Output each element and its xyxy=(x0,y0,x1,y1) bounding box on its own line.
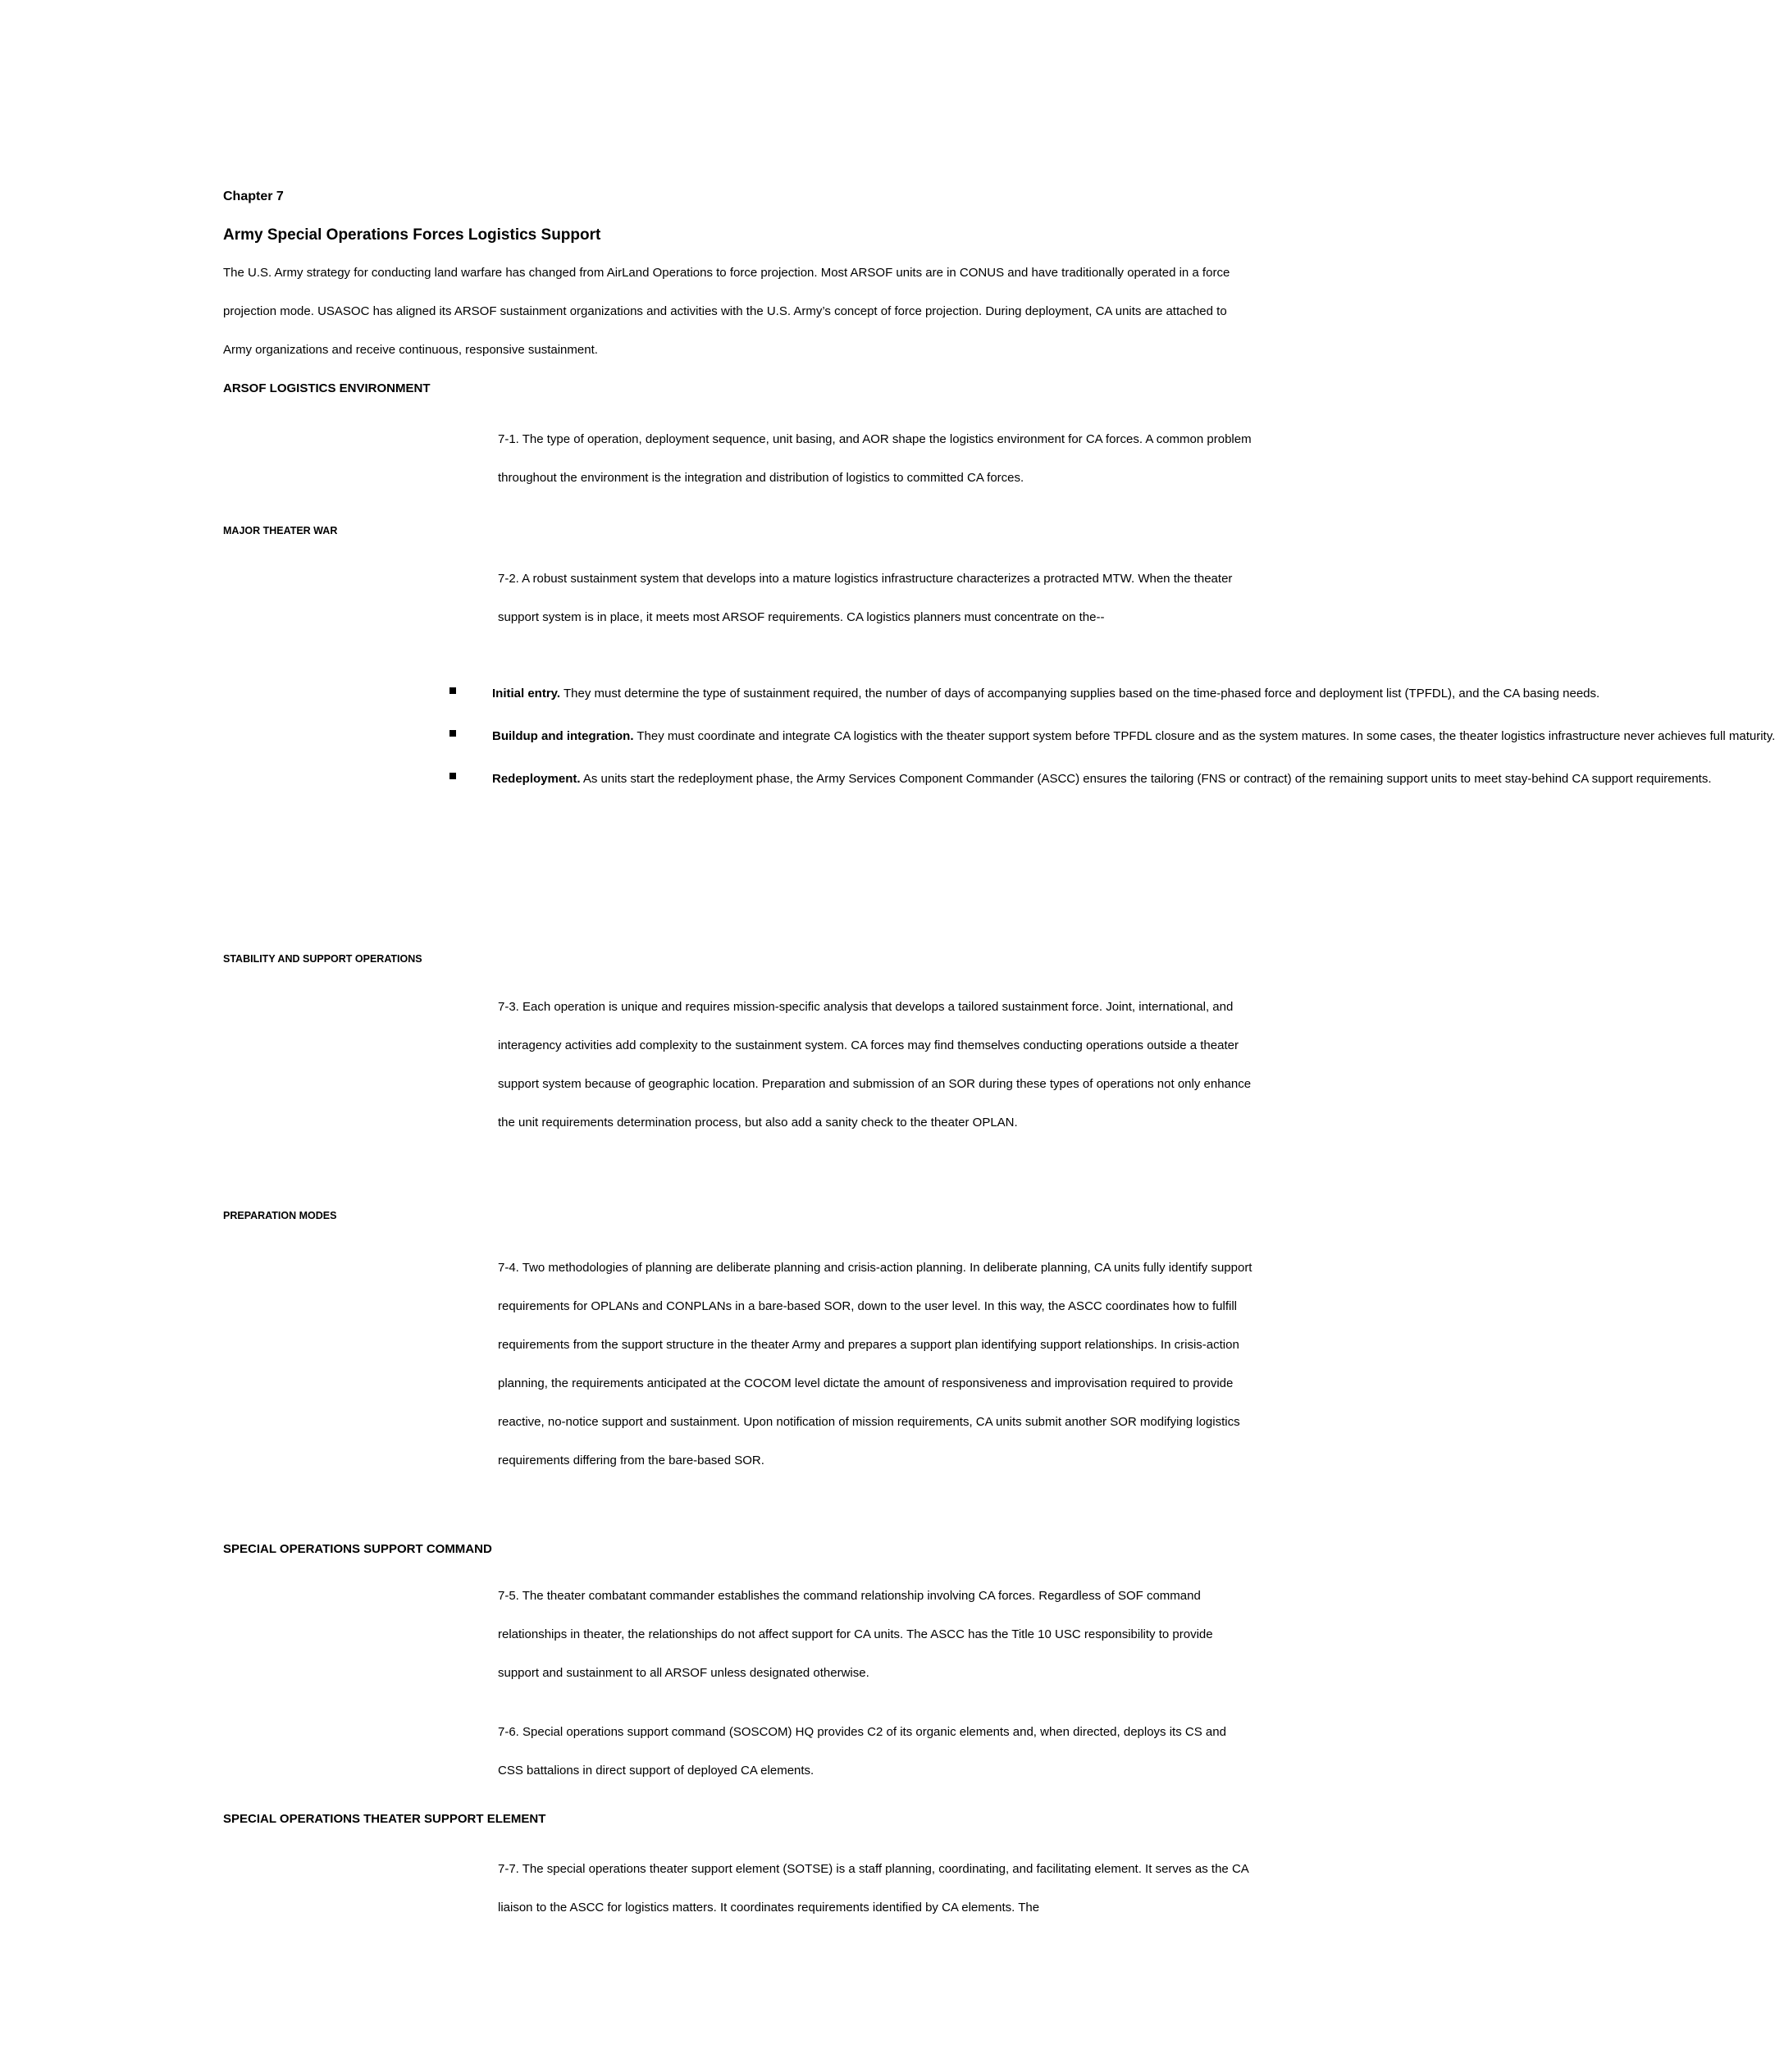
section-heading-logistics-environment: ARSOF LOGISTICS ENVIRONMENT xyxy=(223,381,431,395)
bullet-list xyxy=(443,677,1775,805)
bullet-term: Buildup and integration. xyxy=(492,729,634,743)
list-item xyxy=(443,677,1600,711)
list-item xyxy=(443,762,1712,796)
bullet-text: They must determine the type of sustainment required, the number of days of accompanying supplies based on the time-phased force and deployment list (TPFDL), and the CA basing needs. xyxy=(560,687,1600,701)
section-heading-sotse: SPECIAL OPERATIONS THEATER SUPPORT ELEMENT xyxy=(223,1812,546,1826)
square-bullet-icon xyxy=(449,730,456,737)
paragraph-7-5: 7-5. The theater combatant commander establishes the command relationship involving CA forces. Regardless of SOF command relationships in theater, the relationships do not affect support for CA units. The ASCC has the Title 10 USC responsibility to provide support and sustainment to all ARSOF unless designated otherwise. xyxy=(498,1589,1213,1680)
chapter-title: Army Special Operations Forces Logistics Support xyxy=(223,226,601,244)
chapter-label: Chapter 7 xyxy=(223,189,284,203)
paragraph-7-4: 7-4. Two methodologies of planning are deliberate planning and crisis-action planning. In deliberate planning, CA units fully identify support requirements for OPLANs and CONPLANs in a bare-based SOR, down to the user level. In this way, the ASCC coordinates how to fulfill requirements from the support structure in the theater Army and prepares a support plan identifying support relationships. In crisis-action planning, the requirements anticipated at the COCOM level dictate the amount of responsiveness and improvisation required to provide reactive, no-notice support and sustainment. Upon notification of mission requirements, CA units submit another SOR modifying logistics requirements differing from the bare-based SOR. xyxy=(498,1261,1253,1467)
section-heading-preparation-modes: PREPARATION MODES xyxy=(223,1210,337,1221)
bullet-text: As units start the redeployment phase, the Army Services Component Commander (ASCC) ensures the tailoring (FNS or contract) of the remaining support units to meet stay-behind CA support requirements. xyxy=(580,772,1712,786)
section-heading-soscom: SPECIAL OPERATIONS SUPPORT COMMAND xyxy=(223,1542,492,1556)
paragraph-7-1: 7-1. The type of operation, deployment sequence, unit basing, and AOR shape the logistics environment for CA forces. A common problem throughout the environment is the integration and distribution of logistics to committed CA forces. xyxy=(498,432,1252,485)
paragraph-7-2: 7-2. A robust sustainment system that develops into a mature logistics infrastructure characterizes a protracted MTW. When the theater support system is in place, it meets most ARSOF requirements. CA logistics planners must concentrate on the-- xyxy=(498,572,1233,624)
paragraph-7-3: 7-3. Each operation is unique and requires mission-specific analysis that develops a tailored sustainment force. Joint, international, and interagency activities add complexity to the sustainment system. CA forces may find themselves conducting operations outside a theater support system because of geographic location. Preparation and submission of an SOR during these types of operations not only enhance the unit requirements determination process, but also add a sanity check to the theater OPLAN. xyxy=(498,1000,1252,1130)
section-heading-major-theater-war: MAJOR THEATER WAR xyxy=(223,525,338,536)
section-heading-stability-support: STABILITY AND SUPPORT OPERATIONS xyxy=(223,953,422,965)
paragraph-7-6: 7-6. Special operations support command (SOSCOM) HQ provides C2 of its organic elements and, when directed, deploys its CS and CSS battalions in direct support of deployed CA elements. xyxy=(498,1725,1226,1778)
intro-paragraph: The U.S. Army strategy for conducting land warfare has changed from AirLand Operations to force projection. Most ARSOF units are in CONUS and have traditionally operated in a force projection mode. USASOC has aligned its ARSOF sustainment organizations and activities with the U.S. Army’s concept of force projection. During deployment, CA units are attached to Army organizations and receive continuous, responsive sustainment. xyxy=(223,266,1230,357)
bullet-term: Redeployment. xyxy=(492,772,581,786)
bullet-term: Initial entry. xyxy=(492,687,561,701)
list-item xyxy=(443,719,1775,754)
bullet-text: They must coordinate and integrate CA logistics with the theater support system before TPFDL closure and as the system matures. In some cases, the theater logistics infrastructure never achieves full maturity. xyxy=(633,729,1775,743)
square-bullet-icon xyxy=(449,687,456,694)
square-bullet-icon xyxy=(449,773,456,779)
paragraph-7-7: 7-7. The special operations theater support element (SOTSE) is a staff planning, coordinating, and facilitating element. It serves as the CA liaison to the ASCC for logistics matters. It coordinates requirements identified by CA elements. The xyxy=(498,1862,1248,1915)
